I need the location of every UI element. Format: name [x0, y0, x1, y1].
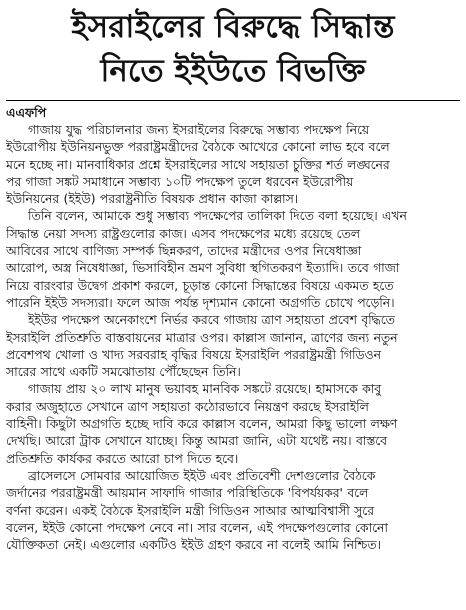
- paragraph-line: নিয়ে বারংবার উদ্বেগ প্রকাশ করলে, চূড়ান্ত কোনো সিদ্ধান্তের বিষয়ে একমত হতে: [6, 278, 394, 293]
- paragraph-line: ইউরোপীয় ইউনিয়নভুক্ত পররাষ্ট্রমন্ত্রীদের বৈঠকে আখেরে কোনো লাভ হবে বলে: [6, 140, 390, 155]
- paragraph-line: ব্রাসেলসে সোমবার আয়োজিত ইইউ এবং প্রতিবেশী দেশগুলোর বৈঠকে: [28, 468, 376, 483]
- paragraph-line: বর্ণনা করেন। একই বৈঠকে ইসরাইলি মন্ত্রী গিডিওন সাআর আত্মবিশ্বাসী সুরে: [6, 503, 374, 518]
- paragraph-line: প্রতিশ্রুতি কার্যকর করতে আরো চাপ দিতে হবে।: [6, 451, 239, 466]
- byline: এএফপি: [6, 105, 47, 120]
- paragraph-line: মনে হচ্ছে না। মানবাধিকার প্রশ্নে ইসরাইলের সাথে সহায়তা চুক্তির শর্ত লঙ্ঘনের: [6, 157, 390, 172]
- paragraph-line: ইউনিয়নের (ইইউ) পররাষ্ট্রনীতি বিষয়ক প্রধান কাজা কাল্লাস।: [6, 192, 299, 207]
- paragraph-line: গাজায় প্রায় ২০ লাখ মানুষ ভয়াবহ মানবিক সঙ্কটে রয়েছে। হামাসকে কাবু: [28, 382, 382, 397]
- article-paragraph: [6, 312, 460, 381]
- paragraph-line: পর গাজা সঙ্কট সমাধানে সম্ভাব্য ১০টি পদক্ষেপ তুলে ধরবেন ইউরোপীয়: [6, 174, 354, 189]
- article-body: [6, 122, 460, 554]
- paragraph-line: ইইউর পদক্ষেপ অনেকাংশে নির্ভর করবে গাজায় ত্রাণ সহায়তা প্রবেশ বৃদ্ধিতে: [28, 313, 395, 328]
- headline-line-2: নিতে ইইউতে বিভক্তি: [100, 53, 366, 89]
- paragraph-line: ইসরাইলি প্রতিশ্রুতি বাস্তবায়নের মাত্রার ওপর। কাল্লাস জানান, ত্রাণের জন্য নতুন: [6, 330, 398, 345]
- paragraph-line: সিদ্ধান্ত নেয়া সদস্য রাষ্ট্রগুলোর কাজ। এসব পদক্ষেপের মধ্যে রয়েছে তেল: [6, 226, 360, 241]
- paragraph-line: বলেন, ইইউ কোনো পদক্ষেপ নেবে না। সার বলেন, এই পদক্ষেপগুলোর কোনো: [6, 520, 388, 535]
- article-paragraph: [6, 468, 460, 554]
- paragraph-line: তিনি বলেন, আমাকে শুধু সম্ভাব্য পদক্ষেপের তালিকা দিতে বলা হয়েছে। এখন: [28, 209, 407, 224]
- paragraph-line: পারেনি ইইউ সদস্যরা। ফলে আজ পর্যন্ত দৃশ্যমান কোনো অগ্রগতি চোখে পড়েনি।: [6, 295, 395, 310]
- article-paragraph: [6, 208, 460, 312]
- paragraph-line: প্রবেশপথ খোলা ও খাদ্য সরবরাহ বৃদ্ধির বিষয়ে ইসরাইলি পররাষ্ট্রমন্ত্রী গিডিওন: [6, 347, 381, 362]
- paragraph-line: জর্দানের পররাষ্ট্রমন্ত্রী আয়মান সাফাদি গাজার পরিস্থিতিকে 'বিপর্যয়কর' বলে: [6, 486, 369, 501]
- paragraph-line: বাহিনী। কিছুটা অগ্রগতি হচ্ছে দাবি করে কাল্লাস বলেন, আমরা কিছু ভালো লক্ষণ: [6, 417, 398, 432]
- paragraph-line: গাজায় যুদ্ধ পরিচালনার জন্য ইসরাইলের বিরুদ্ধে সম্ভাব্য পদক্ষেপ নিয়ে: [28, 123, 370, 137]
- article-paragraph: [6, 381, 460, 467]
- paragraph-line: দেখছি। আরো ট্রাক সেখানে যাচ্ছে। কিন্তু আমরা জানি, এটা যথেষ্ট নয়। বাস্তবে: [6, 434, 387, 449]
- paragraph-line: আরোপ, অস্ত্র নিষেধাজ্ঞা, ভিসাবিহীন ভ্রমণ সুবিধা স্থগিতকরণ ইত্যাদি। তবে গাজা: [6, 261, 400, 276]
- paragraph-line: সারের সাথে একটি সমঝোতায় পৌঁছেছেন তিনি।: [6, 365, 241, 380]
- paragraph-line: যৌক্তিকতা নেই। এগুলোর একটিও ইইউ গ্রহণ করবে না বলেই আমি নিশ্চিত।: [6, 538, 381, 553]
- article-paragraph: [6, 122, 460, 208]
- news-article: [0, 6, 466, 610]
- paragraph-line: করার অজুহাতে সেখানে ত্রাণ সহায়তা কঠোরভাবে নিয়ন্ত্রণ করছে ইসরাইলি: [6, 399, 369, 414]
- headline-divider: [6, 100, 460, 101]
- paragraph-line: আবিবের সাথে বাণিজ্য সম্পর্ক ছিন্নকরণ, তাদের মন্ত্রীদের ওপর নিষেধাজ্ঞা: [6, 244, 362, 259]
- headline-line-1: ইসরাইলের বিরুদ্ধে সিদ্ধান্ত: [71, 9, 395, 45]
